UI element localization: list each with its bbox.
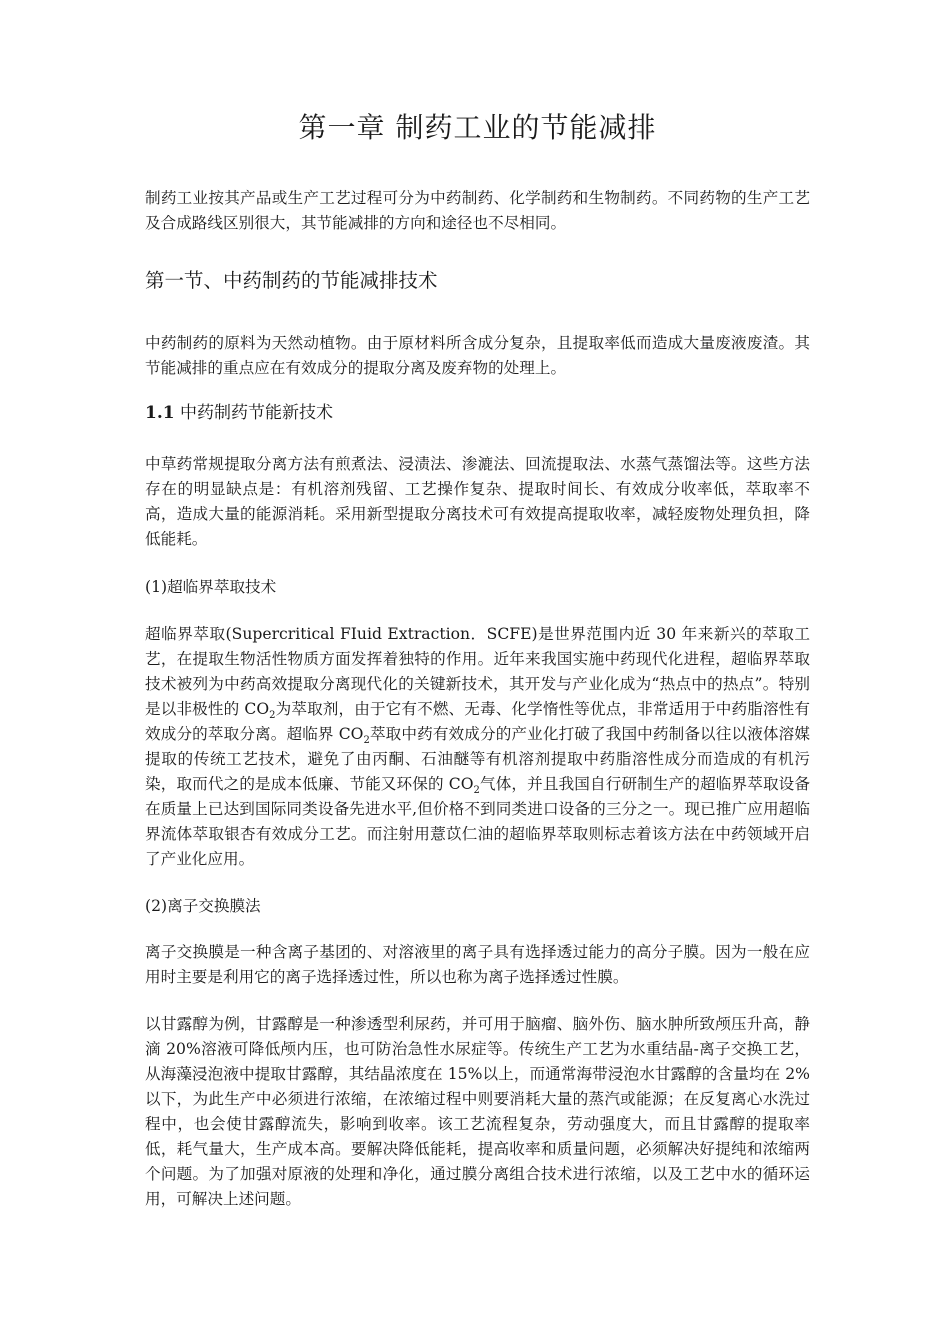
chapter-title: 第一章 制药工业的节能减排 <box>298 111 657 144</box>
co2-subscript: 2 <box>363 735 370 746</box>
chapter-intro-paragraph: 制药工业按其产品或生产工艺过程可分为中药制药、化学制药和生物制药。不同药物的生产工艺及合成路线区别很大，其节能减排的方向和途径也不尽相同。 <box>145 189 810 232</box>
ion-exchange-paragraph-2: 以甘露醇为例，甘露醇是一种渗透型利尿药，并可用于脑瘤、脑外伤、脑水肿所致颅压升高，静滴 20%溶液可降低颅内压，也可防治急性水尿症等。传统生产工艺为水重结晶-离子交换工艺，从海藻浸泡液中提取甘露醇，其结晶浓度在 15%以上，而通常海带浸泡水甘露醇的含量均在 2%以下，为此生产中必须进行浓缩，在浓缩过程中则要消耗大量的蒸汽或能源；在反复离心水洗过程中，也会使甘露醇流失，影响到收率。该工艺流程复杂，劳动强度大，而且甘露醇的提取率低，耗气量大，生产成本高。要解决降低能耗，提高收率和质量问题，必须解决好提纯和浓缩两个问题。为了加强对原液的处理和净化，通过膜分离组合技术进行浓缩，以及工艺中水的循环运用，可解决上述问题。 <box>145 1015 810 1208</box>
supercritical-text-d: 气体，并且我国自行研制生产的超临界萃取设备在质量上已达到国际同类设备先进水平,但价格不到同类进口设备的三分之一。现已推广应用超临界流体萃取银杏有效成分工艺。而注射用薏苡仁油的超临界萃取则标志着该方法在中药领域开启了产业化应用。 <box>145 775 810 868</box>
supercritical-paragraph <box>145 622 810 872</box>
co2-subscript: 2 <box>473 785 480 796</box>
subsection-number: 1.1 <box>145 403 175 423</box>
subsection-paragraph: 中草药常规提取分离方法有煎煮法、浸渍法、渗漉法、回流提取法、水蒸气蒸馏法等。这些方法存在的明显缺点是：有机溶剂残留、工艺操作复杂、提取时间长、有效成分收率低，萃取率不高，造成大量的能源消耗。采用新型提取分离技术可有效提高提取收率，减轻废物处理负担，降低能耗。 <box>145 455 810 548</box>
ion-exchange-paragraph-1: 离子交换膜是一种含离子基团的、对溶液里的离子具有选择透过能力的高分子膜。因为一般在应用时主要是利用它的离子选择透过性，所以也称为离子选择透过性膜。 <box>145 943 810 986</box>
item-title-supercritical: (1)超临界萃取技术 <box>145 578 277 596</box>
co2-subscript: 2 <box>269 710 276 721</box>
section-title: 第一节、中药制药的节能减排技术 <box>145 269 438 292</box>
subsection-title <box>145 399 810 427</box>
subsection-title-text: 中药制药节能新技术 <box>174 403 333 423</box>
item-title-ion-exchange: (2)离子交换膜法 <box>145 897 261 915</box>
section-intro-paragraph: 中药制药的原料为天然动植物。由于原材料所含成分复杂，且提取率低而造成大量废液废渣。其节能减排的重点应在有效成分的提取分离及废弃物的处理上。 <box>145 334 810 377</box>
supercritical-text-b: 为萃取剂，由于它有不燃、无毒、化学惰性等优点，非常适用于中药脂溶性有效成分的萃取分离。超临界 CO <box>145 700 810 743</box>
supercritical-text-c: 萃取中药有效成分的产业化打破了我国中药制备以往以液体溶媒提取的传统工艺技术，避免了由丙酮、石油醚等有机溶剂提取中药脂溶性成分而造成的有机污染，取而代之的是成本低廉、节能又环保的 CO <box>145 725 810 793</box>
supercritical-text-a: 超临界萃取(Supercritical FIuid Extraction．SCFE)是世界范围内近 30 年来新兴的萃取工艺，在提取生物活性物质方面发挥着独特的作用。近年来我国实施中药现代化进程，超临界萃取技术被列为中药高效提取分离现代化的关键新技术，其开发与产业化成为“热点中的热点”。特别是以非极性的 CO <box>145 625 810 718</box>
